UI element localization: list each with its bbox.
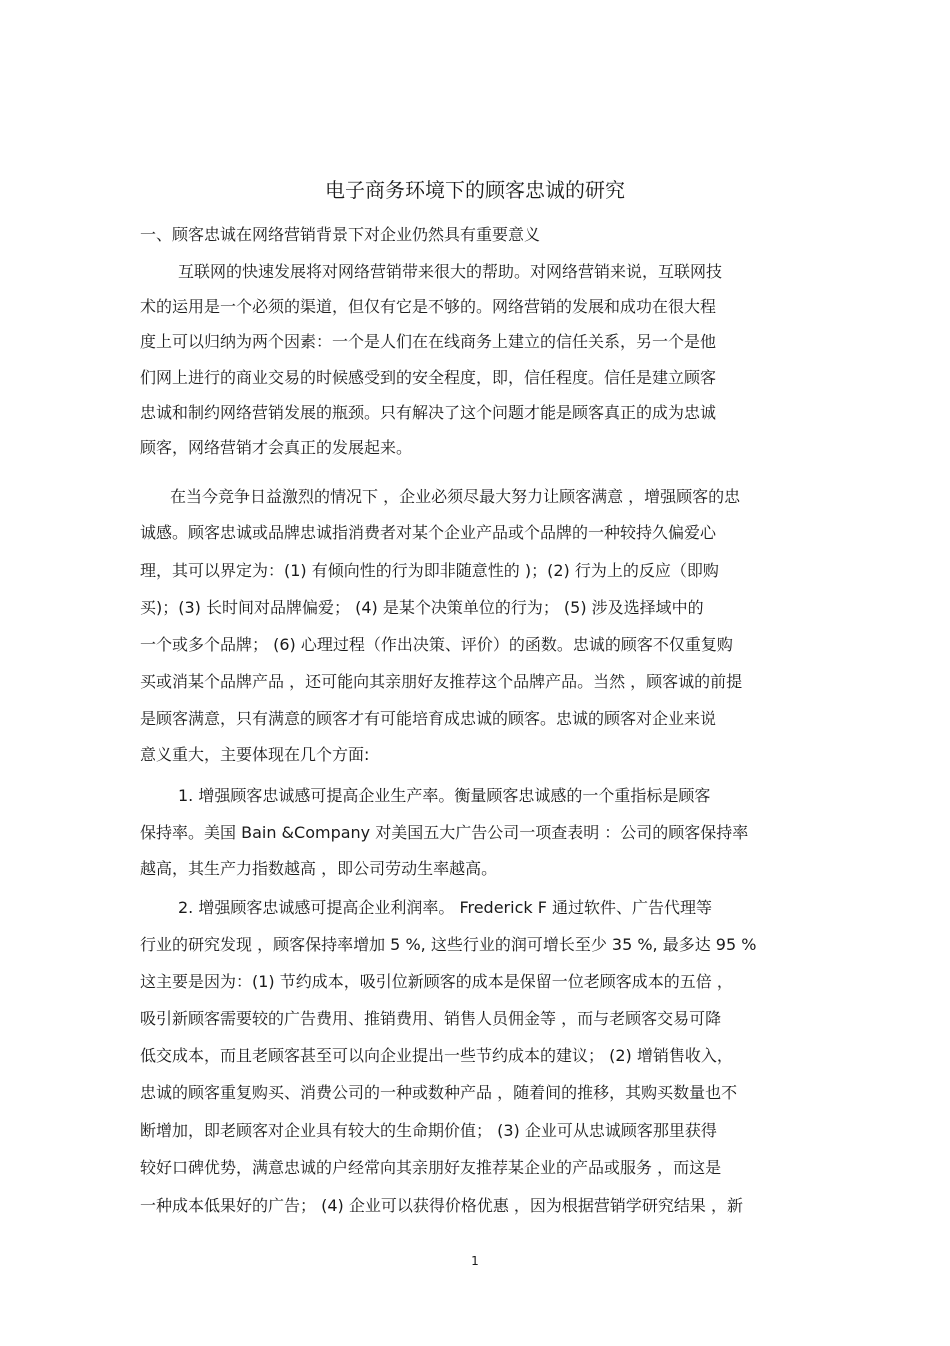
paragraph-line: 忠诚的顾客重复购买、消费公司的一种或数种产品 ，随着间的推移，其购买数量也不: [140, 1083, 738, 1102]
paragraph-line: 意义重大，主要体现在几个方面:: [140, 745, 370, 764]
paragraph-line: 一个或多个品牌； (6) 心理过程（作出决策、评价）的函数。忠诚的顾客不仅重复购: [140, 635, 733, 654]
paragraph-line: 是顾客满意，只有满意的顾客才有可能培育成忠诚的顾客。忠诚的顾客对企业来说: [140, 709, 717, 728]
section-heading: 一、顾客忠诚在网络营销背景下对企业仍然具有重要意义: [140, 225, 541, 244]
paragraph-line: 吸引新顾客需要较的广告费用、推销费用、销售人员佣金等 ，而与老顾客交易可降: [140, 1009, 722, 1028]
paragraph-line: 保持率。美国 Bain &Company 对美国五大广告公司一项查表明 ：公司的顾客保持率: [140, 823, 749, 842]
paragraph-line: 买或消某个品牌产品 ，还可能向其亲朋好友推荐这个品牌产品。当然 ，顾客诚的前提: [140, 672, 743, 691]
paragraph-line: 2. 增强顾客忠诚感可提高企业利润率。 Frederick F 通过软件、广告代理等: [178, 898, 713, 917]
paragraph-line: 理，其可以界定为：(1) 有倾向性的行为即非随意性的 )；(2) 行为上的反应（即购: [140, 561, 719, 580]
paragraph-line: 买)；(3) 长时间对品牌偏爱； (4) 是某个决策单位的行为； (5) 涉及选择域中的: [140, 598, 704, 617]
page-number: 1: [471, 1254, 479, 1268]
paragraph-line: 术的运用是一个必须的渠道，但仅有它是不够的。网络营销的发展和成功在很大程: [140, 297, 717, 316]
paragraph-line: 忠诚和制约网络营销发展的瓶颈。只有解决了这个问题才能是顾客真正的成为忠诚: [140, 403, 717, 422]
paragraph-line: 互联网的快速发展将对网络营销带来很大的帮助。对网络营销来说，互联网技: [178, 262, 723, 281]
paragraph-line: 断增加，即老顾客对企业具有较大的生命期价值； (3) 企业可从忠诚顾客那里获得: [140, 1121, 717, 1140]
paragraph-line: 低交成本，而且老顾客甚至可以向企业提出一些节约成本的建议； (2) 增销售收入，: [140, 1046, 733, 1065]
paragraph-line: 这主要是因为：(1) 节约成本，吸引位新顾客的成本是保留一位老顾客成本的五倍 ，: [140, 972, 733, 991]
paragraph-line: 行业的研究发现 ，顾客保持率增加 5 %, 这些行业的润可增长至少 35 %, 最多达 95 %: [140, 935, 757, 954]
document-title: 电子商务环境下的顾客忠诚的研究: [325, 178, 625, 202]
paragraph-line: 较好口碑优势，满意忠诚的户经常向其亲朋好友推荐某企业的产品或服务 ，而这是: [140, 1158, 722, 1177]
paragraph-line: 诚感。顾客忠诚或品牌忠诚指消费者对某个企业产品或个品牌的一种较持久偏爱心: [140, 523, 717, 542]
paragraph-line: 一种成本低果好的广告； (4) 企业可以获得价格优惠 ，因为根据营销学研究结果 ，新: [140, 1196, 744, 1215]
paragraph-line: 们网上进行的商业交易的时候感受到的安全程度，即，信任程度。信任是建立顾客: [140, 368, 717, 387]
paragraph-line: 顾客，网络营销才会真正的发展起来。: [140, 438, 413, 457]
paragraph-line: 在当今竞争日益激烈的情况下 ，企业必须尽最大努力让顾客满意 ，增强顾客的忠: [170, 487, 741, 506]
paragraph-line: 1. 增强顾客忠诚感可提高企业生产率。衡量顾客忠诚感的一个重指标是顾客: [178, 786, 711, 805]
paragraph-line: 越高，其生产力指数越高 ，即公司劳动生率越高。: [140, 859, 498, 878]
paragraph-line: 度上可以归纳为两个因素：一个是人们在在线商务上建立的信任关系，另一个是他: [140, 332, 717, 351]
